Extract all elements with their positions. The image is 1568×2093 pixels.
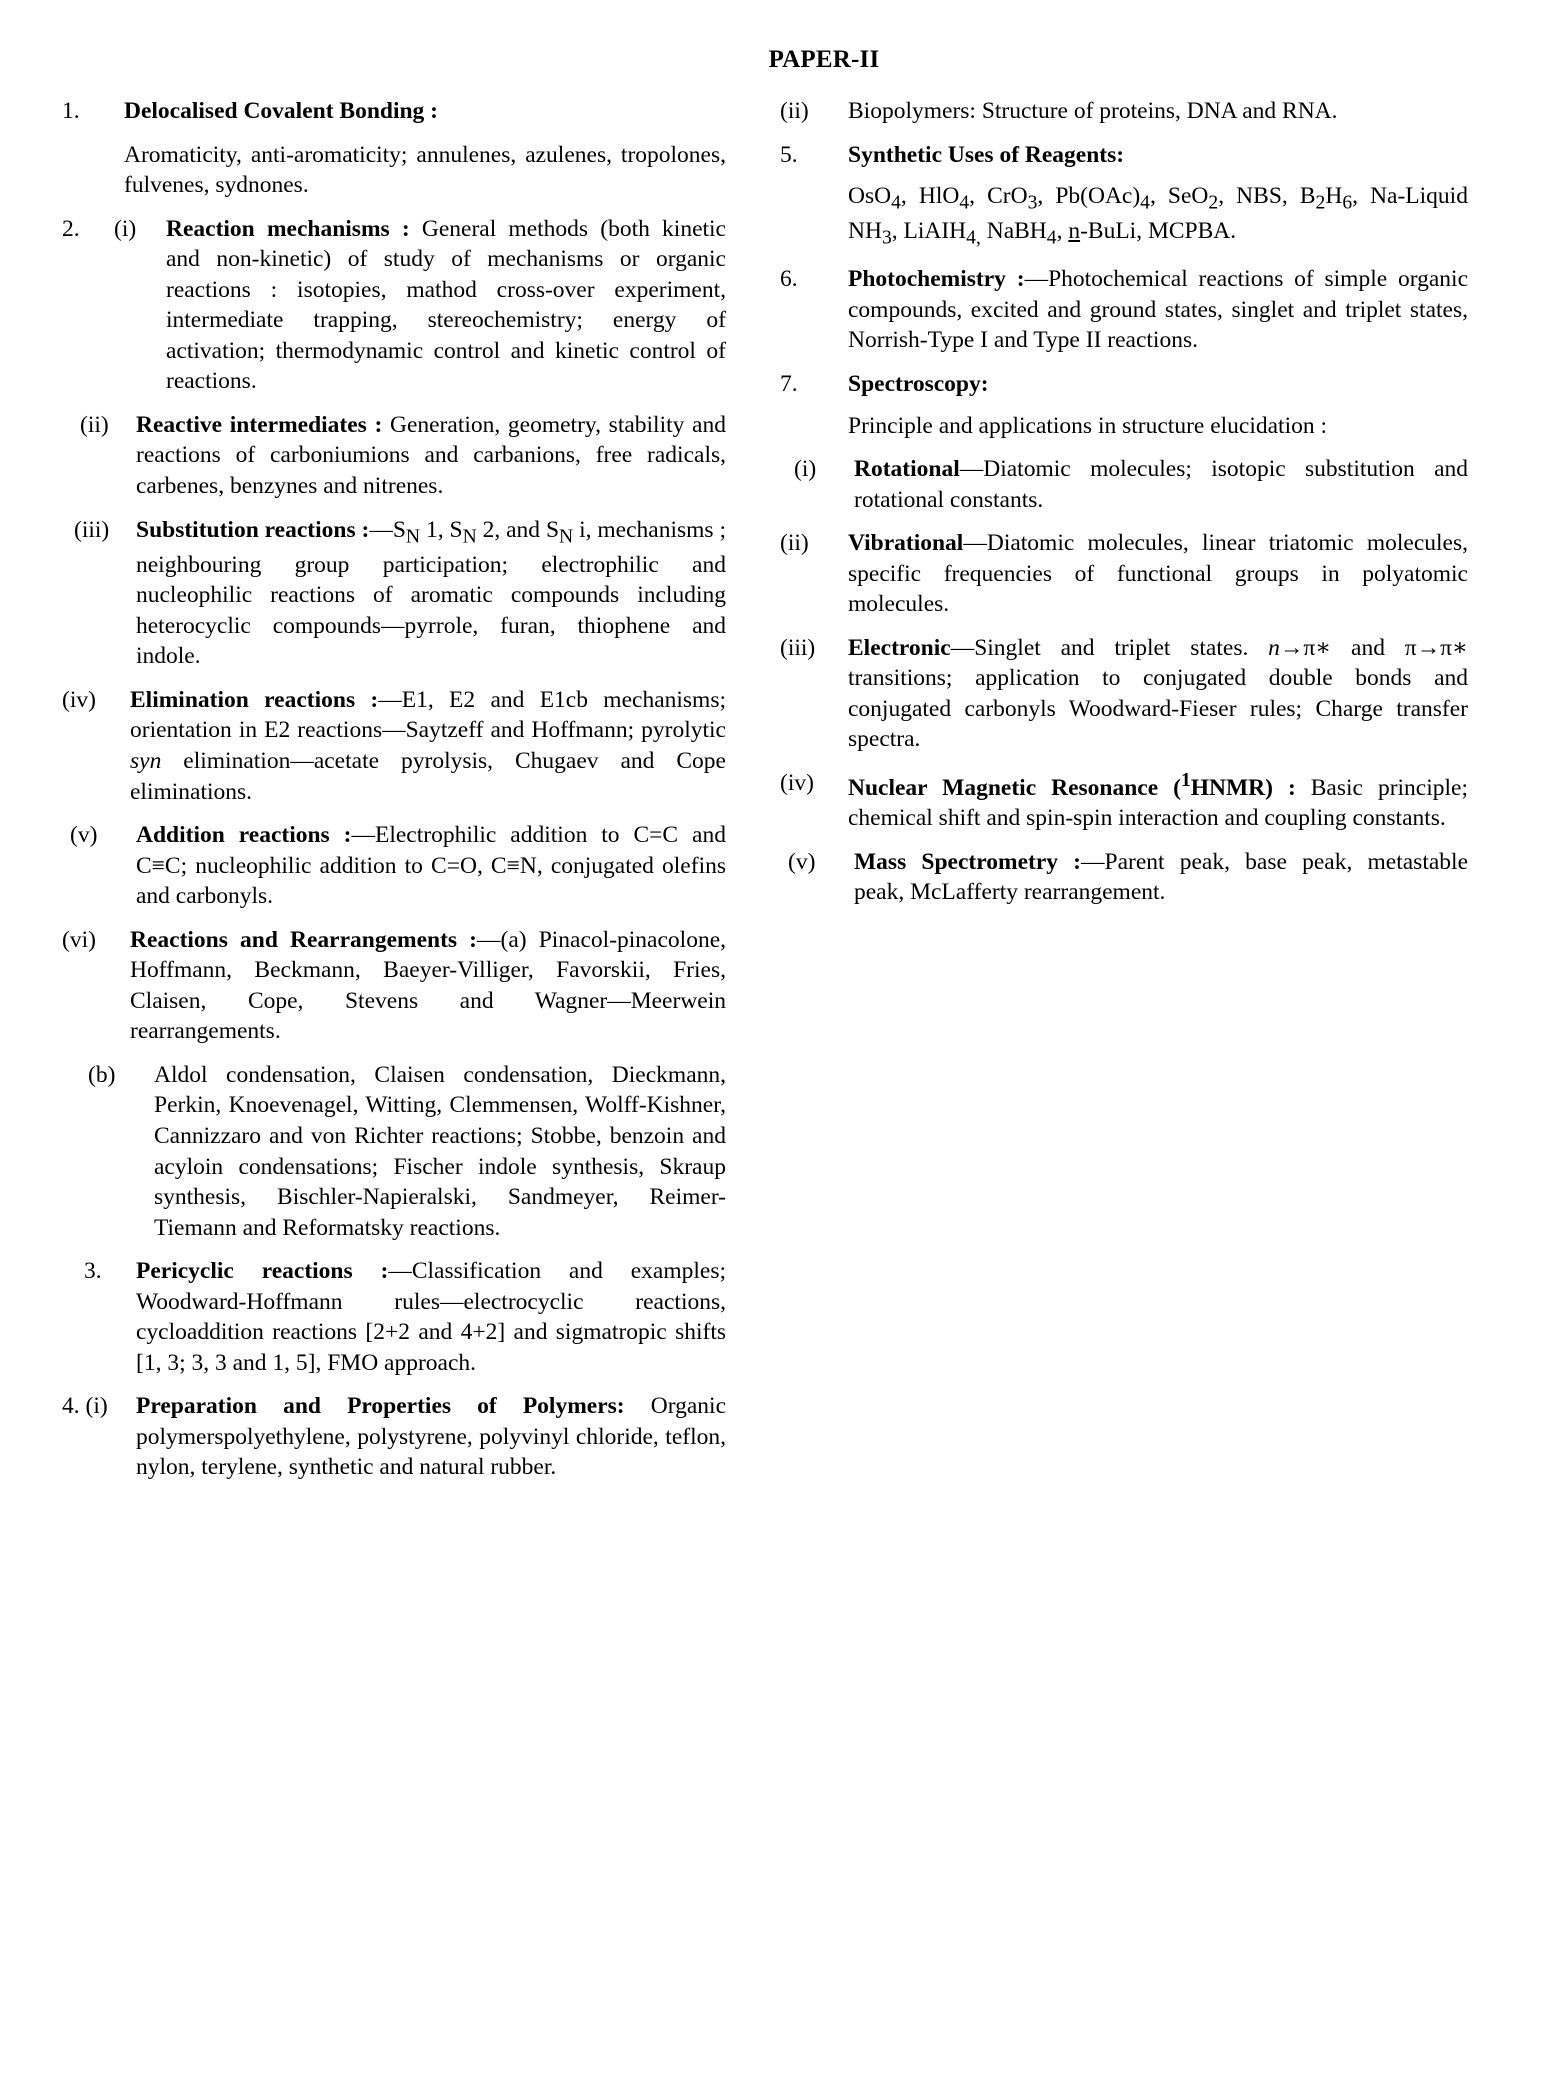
item-content	[136, 1256, 726, 1378]
list-item	[780, 140, 1468, 171]
list-item	[780, 96, 1468, 127]
item-content	[136, 410, 726, 502]
item-marker: 6.	[780, 266, 798, 293]
item-body: —Photochemical reactions of simple organic compounds, excited and ground states, singlet and triplet states, Norrish-Type I and Type II reactions.	[848, 266, 1468, 354]
item-marker: 1.	[62, 98, 80, 124]
item-heading: Reactive intermediates :	[136, 411, 383, 438]
item-marker: 3.	[84, 1258, 102, 1285]
item-marker: (v)	[788, 848, 816, 875]
item-heading: Photochemistry :	[848, 266, 1025, 293]
item-body: —Singlet and triplet states. n→π∗ and π→π∗ transitions; application to conjugated double bonds and conjugated carbonyls Woodward-Fieser rules; Charge transfer spectra.	[848, 634, 1468, 753]
list-item	[62, 925, 726, 1047]
list-item	[62, 1256, 726, 1378]
item-marker: (b)	[88, 1061, 116, 1088]
list-item	[62, 96, 726, 127]
list-item	[62, 820, 726, 912]
item-body: —E1, E2 and E1cb mechanisms; orientation in E2 reactions—Saytzeff and Hoffmann; pyrolytic syn elimination—acetate pyrolysis, Chugaev and Cope eliminations.	[130, 686, 727, 805]
item-heading: Delocalised Covalent Bonding :	[124, 98, 439, 124]
item-content	[166, 214, 726, 397]
item-heading: Rotational	[854, 456, 960, 483]
item-body: —(a) Pinacol-pinacolone, Hoffmann, Beckmann, Baeyer-Villiger, Favorskii, Fries, Claisen, Cope, Stevens and Wagner—Meerwein rearrangements.	[130, 926, 726, 1045]
item-body: Basic principle; chemical shift and spin-spin interaction and coupling constants.	[848, 774, 1468, 832]
item-body: General methods (both kinetic and non-kinetic) of study of mechanisms or organic reactions : isotopies, mathod cross-over experiment, intermediate trapping, stereochemistry; energy of activation; thermodynamic control and kinetic control of reactions.	[166, 215, 726, 395]
item-marker: (iv)	[780, 770, 814, 796]
list-item	[780, 369, 1468, 400]
item-heading: Reaction mechanisms :	[166, 215, 410, 242]
list-item	[780, 411, 1468, 442]
list-item	[780, 181, 1468, 251]
list-item	[780, 847, 1468, 908]
list-item	[62, 515, 726, 672]
item-body: —Parent peak, base peak, metastable peak, McLafferty rearrangement.	[854, 848, 1469, 906]
item-marker: (ii)	[780, 98, 809, 124]
item-content	[136, 515, 726, 672]
item-heading: Pericyclic reactions :	[136, 1258, 389, 1285]
item-content	[848, 140, 1468, 171]
item-content	[136, 820, 726, 912]
reagent-formula-list: OsO$_4$, HlO$_4$, CrO$_3$, $Pb(OAc)_4$, SeO$_2$, NBS, $B_2H_6$, Na-Liquid $NH_3$, LiAIH$_{4,}$ NaBH$_4$, n-BuLi, MCPBA.	[848, 183, 1468, 249]
item-marker: 5.	[780, 141, 798, 168]
list-item	[780, 264, 1468, 356]
page-title: PAPER-II	[768, 46, 880, 73]
item-heading: Nuclear Magnetic Resonance ($^1$HNMR) :	[848, 770, 1296, 801]
list-item	[62, 410, 726, 502]
item-submarker: (i)	[114, 215, 137, 242]
list-item	[780, 768, 1468, 834]
item-content	[130, 925, 726, 1047]
item-body: $—S_N$ 1, $S_N$ 2, and $S_N$ i, mechanisms ; neighbouring group participation; electrophilic and nucleophilic reactions of aromatic compounds including heterocyclic compounds—pyrrole, furan, thiophene and indole.	[136, 516, 726, 670]
item-heading: Mass Spectrometry :	[854, 848, 1082, 875]
item-content: Principle and applications in structure elucidation :	[848, 412, 1328, 439]
list-item	[780, 528, 1468, 620]
item-heading: Electronic	[848, 634, 951, 661]
item-content	[848, 528, 1468, 620]
item-marker: 2.	[62, 215, 80, 242]
item-marker: 4. (i)	[62, 1393, 108, 1420]
item-content	[848, 633, 1468, 755]
item-marker: (i)	[794, 456, 817, 483]
item-marker: (iii)	[780, 634, 816, 661]
item-body: Organic polymerspolyethylene, polystyrene, polyvinyl chloride, teflon, nylon, terylene, synthetic and natural rubber.	[136, 1393, 726, 1481]
item-body: —Diatomic molecules, linear triatomic molecules, specific frequencies of functional groups in polyatomic molecules.	[848, 530, 1468, 618]
item-heading: Vibrational	[848, 530, 964, 557]
list-item	[62, 685, 726, 807]
item-content: Aldol condensation, Claisen condensation, Dieckmann, Perkin, Knoevenagel, Witting, Clemmensen, Wolff-Kishner, Cannizzaro and von Richter reactions; Stobbe, benzoin and acyloin condensations; Fischer indole synthesis, Skraup synthesis, Bischler-Napieralski, Sandmeyer, Reimer-Tiemann and Reformatsky reactions.	[154, 1061, 726, 1241]
right-column	[762, 96, 1468, 921]
item-marker: 7.	[780, 370, 798, 397]
item-content	[124, 96, 726, 127]
item-marker: (v)	[70, 822, 98, 849]
list-item	[780, 454, 1468, 515]
item-body: —Electrophilic addition to C=C and C≡C; nucleophilic addition to C=O, C≡N, conjugated olefins and carbonyls.	[136, 822, 726, 910]
item-content	[848, 768, 1468, 834]
item-body: —Classification and examples; Woodward-Hoffmann rules—electrocyclic reactions, cycloaddition reactions [2+2 and 4+2] and sigmatropic shifts [1, 3; 3, 3 and 1, 5], FMO approach.	[136, 1258, 727, 1376]
item-heading: Elimination reactions :	[130, 686, 379, 713]
item-heading: Synthetic Uses of Reagents:	[848, 141, 1125, 168]
item-heading: Substitution reactions :	[136, 516, 370, 543]
item-heading: Reactions and Rearrangements :	[130, 926, 478, 953]
item-body: —Diatomic molecules; isotopic substitution and rotational constants.	[854, 456, 1468, 513]
list-item	[62, 214, 726, 397]
item-content	[130, 685, 726, 807]
item-content	[136, 1391, 726, 1483]
item-content	[848, 369, 1468, 400]
item-content: Aromaticity, anti-aromaticity; annulenes, azulenes, tropolones, fulvenes, sydnones.	[124, 141, 726, 199]
item-heading: Preparation and Properties of Polymers:	[136, 1393, 625, 1420]
item-heading: Addition reactions :	[136, 822, 352, 849]
left-column	[62, 96, 762, 1496]
item-marker: (iv)	[62, 686, 96, 713]
list-item	[62, 140, 726, 201]
item-marker: (vi)	[62, 926, 96, 953]
item-content: Biopolymers: Structure of proteins, DNA and RNA.	[848, 98, 1338, 124]
item-content	[854, 847, 1468, 908]
list-item	[780, 633, 1468, 755]
two-column-layout	[62, 96, 1506, 1496]
item-content	[854, 454, 1468, 515]
item-marker: (ii)	[780, 530, 809, 557]
list-item	[62, 1391, 726, 1483]
list-item	[62, 1060, 726, 1243]
item-heading: Spectroscopy:	[848, 370, 989, 397]
item-marker: (ii)	[80, 411, 109, 438]
item-content	[848, 264, 1468, 356]
item-body: Generation, geometry, stability and reactions of carboniumions and carbanions, free radicals, carbenes, benzynes and nitrenes.	[136, 411, 726, 500]
item-marker: (iii)	[74, 516, 110, 543]
